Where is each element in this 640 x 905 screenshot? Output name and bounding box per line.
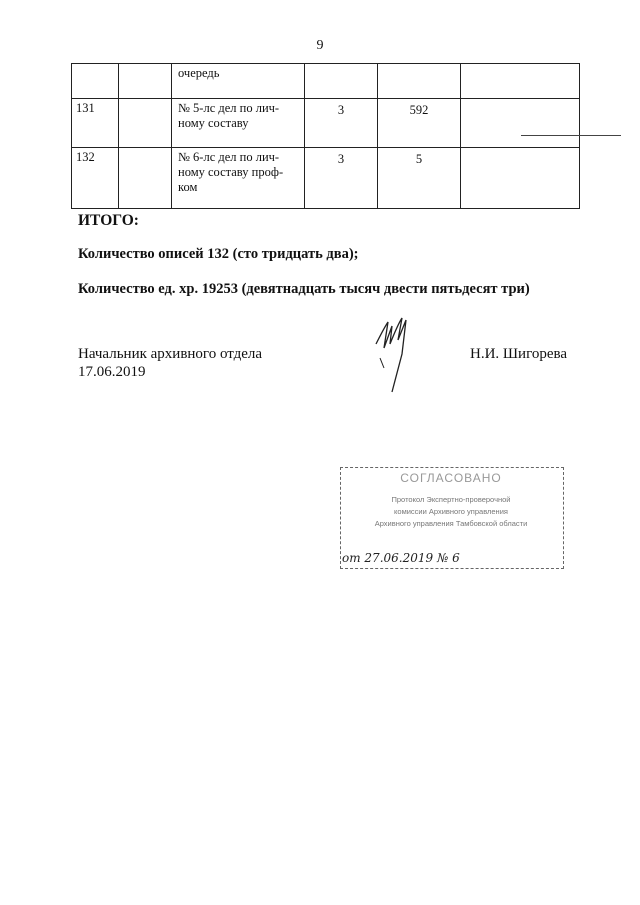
table-row xyxy=(72,64,580,99)
stamp-title: СОГЛАСОВАНО xyxy=(400,471,502,485)
cell-title: № 5-лс дел по лич-ному составу xyxy=(172,99,305,148)
cell-note xyxy=(461,99,580,148)
cell-note xyxy=(461,64,580,99)
stamp-text-line: Протокол Экспертно-проверочной xyxy=(391,495,511,504)
divider xyxy=(521,135,621,136)
signatory-position: Начальник архивного отдела xyxy=(78,346,263,362)
cell-number xyxy=(72,64,119,99)
cell-number: 131 xyxy=(72,99,119,148)
approval-stamp xyxy=(336,461,566,573)
storage-units-count-line: Количество ед. хр. 19253 (девятнадцать тысяч двести пятьдесят три) xyxy=(78,281,530,297)
signoff-date: 17.06.2019 xyxy=(78,364,146,380)
inventories-count-line: Количество описей 132 (сто тридцать два); xyxy=(78,246,359,262)
cell-units: 592 xyxy=(378,99,461,148)
stamp-text-line: Архивного управления Тамбовской области xyxy=(374,519,528,528)
inventory-table xyxy=(71,63,580,209)
page-number: 9 xyxy=(316,38,324,53)
handwritten-signature xyxy=(362,314,432,394)
cell-units xyxy=(378,64,461,99)
table-row xyxy=(72,99,580,148)
cell-count: 3 xyxy=(305,99,378,148)
cell-units: 5 xyxy=(378,148,461,209)
signatory-name: Н.И. Шигорева xyxy=(470,346,568,362)
cell-count xyxy=(305,64,378,99)
stamp-text-line: комиссии Архивного управления xyxy=(394,507,508,516)
cell-index xyxy=(119,64,172,99)
cell-title: очередь xyxy=(172,64,305,99)
table-row xyxy=(72,148,580,209)
cell-count: 3 xyxy=(305,148,378,209)
cell-index xyxy=(119,99,172,148)
cell-note xyxy=(461,148,580,209)
total-heading: ИТОГО: xyxy=(78,212,139,229)
cell-index xyxy=(119,148,172,209)
stamp-registration: от 27.06.2019 № 6 xyxy=(342,551,460,565)
cell-title: № 6-лс дел по лич-ному составу проф-ком xyxy=(172,148,305,209)
cell-number: 132 xyxy=(72,148,119,209)
